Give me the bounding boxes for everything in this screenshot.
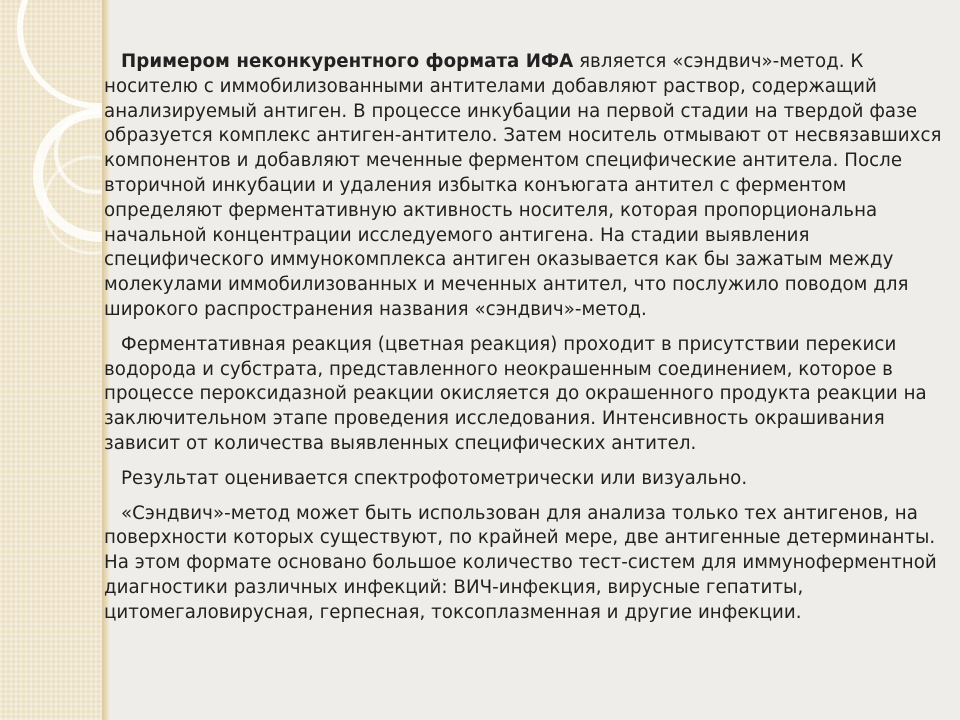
- paragraph-text: «Сэндвич»-метод может быть использован для анализа только тех антигенов, на поверхности которых существуют, по крайней мере, две антигенные детерминанты. На этом формате основано большое количество тест-систем для иммуноферментной диагностики различных инфекций: ВИЧ-инфекция, вирусные гепатиты, цитомегаловирусная, герпесная, токсоплазменная и другие инфекции.: [104, 502, 937, 623]
- paragraph-text: Результат оценивается спектрофотометрически или визуально.: [121, 467, 748, 489]
- decorative-side-panel: [0, 0, 102, 720]
- paragraph-text: является «сэндвич»-метод. К носителю с иммобилизованными антителами добавляют раствор, содержащий анализируемый антиген. В процессе инкубации на первой стадии на твердой фазе образуется комплекс антиген-антитело. Затем носитель отмывают от несвязавшихся компонентов и добавляют меченные ферментом специфические антитела. После вторичной инкубации и удаления избытка конъюгата антител с ферментом определяют ферментативную активность носителя, которая пропорциональна начальной концентрации исследуемого антигена. На стадии выявления специфического иммунокомплекса антиген оказывается как бы зажатым между молекулами иммобилизованных и меченных антител, что послужило поводом для широкого распространения названия «сэндвич»-метод.: [104, 51, 942, 320]
- decorative-ring-medium: [38, 113, 102, 237]
- paragraph-text: Ферментативная реакция (цветная реакция) проходит в присутствии перекиси водорода и субстрата, представленного неокрашенным соединением, которое в процессе пероксидазной реакции окисляется до окрашенного продукта реакции на заключительном этапе проведения исследования. Интенсивность окрашивания зависит от количества выявленных специфических антител.: [104, 333, 927, 454]
- paragraph-enzymatic-reaction: [104, 333, 950, 457]
- paragraph-sandwich-method: [104, 50, 950, 323]
- paragraph-applications: [104, 502, 950, 626]
- decorative-ring-large: [20, 0, 102, 106]
- decorative-rings: [0, 0, 102, 720]
- slide-content: [104, 50, 950, 626]
- paragraph-lead: Примером неконкурентного формата ИФА: [121, 51, 574, 72]
- paragraph-result: [104, 467, 950, 492]
